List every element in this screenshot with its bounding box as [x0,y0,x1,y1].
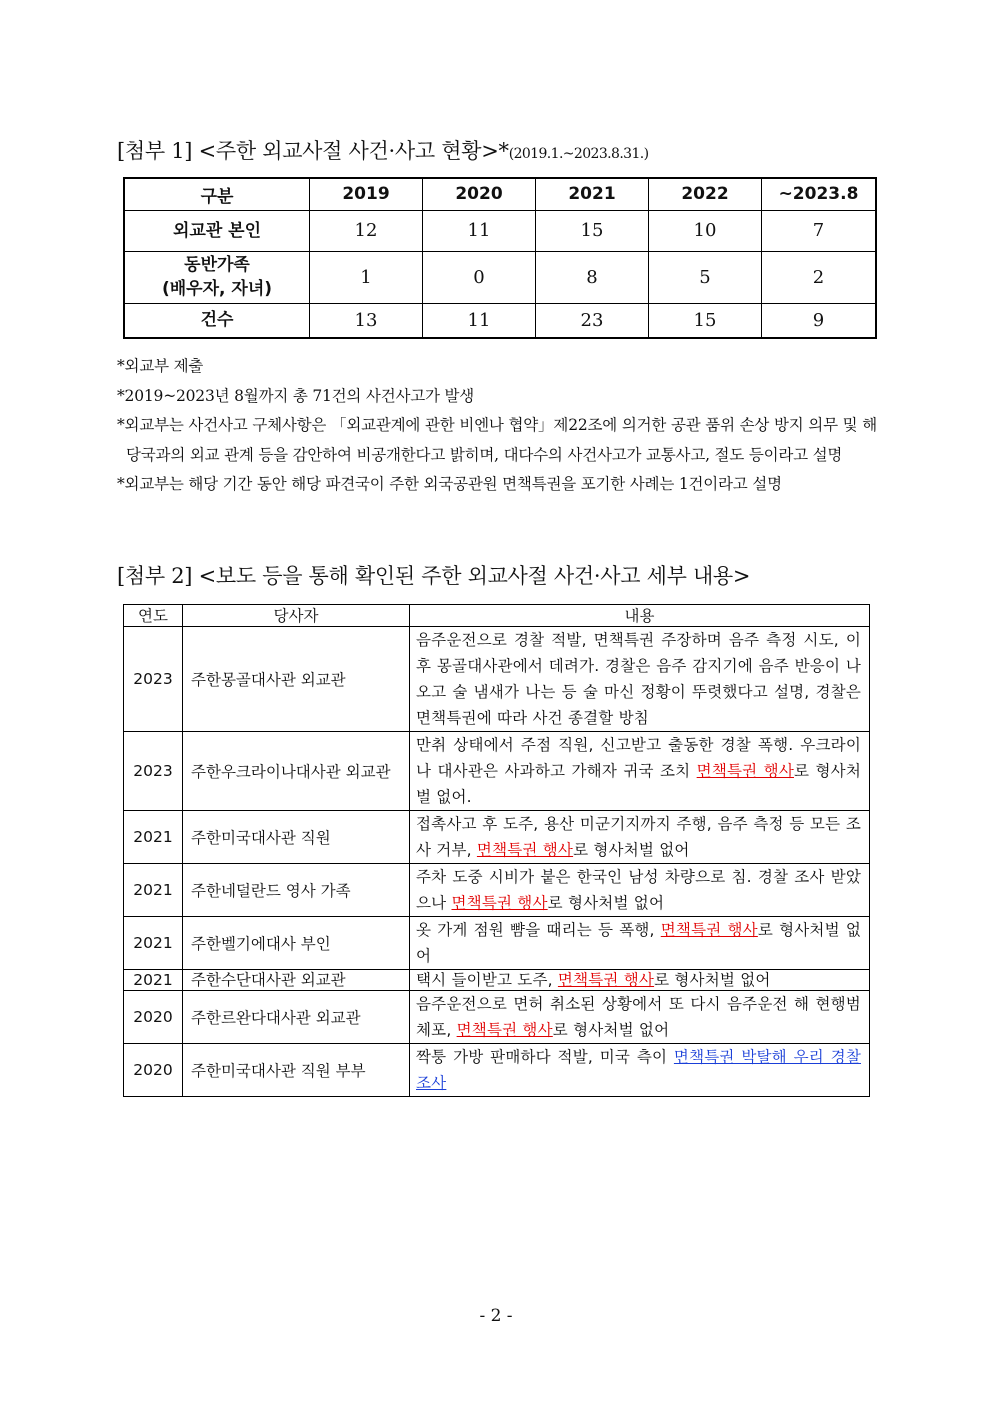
col-header: 2019 [310,178,423,210]
table-row [124,1044,870,1097]
cell: 11 [423,303,536,338]
table-row [124,864,870,917]
cell: 13 [310,303,423,338]
cell: 8 [536,251,649,303]
content-cell: 음주운전으로 면허 취소된 상황에서 또 다시 음주운전 해 현행범 체포, 면책특권 행사로 형사처벌 없어 [410,991,870,1044]
table-row [124,210,876,251]
immunity-highlight: 면책특권 행사 [696,762,794,780]
content-cell: 만취 상태에서 주점 직원, 신고받고 출동한 경찰 폭행. 우크라이나 대사관은 사과하고 가해자 귀국 조치 면책특권 행사로 형사처벌 없어. [410,732,870,811]
col-header: 내용 [410,605,870,627]
footnote: *외교부 제출 [117,357,204,375]
cell: 11 [423,210,536,251]
immunity-highlight: 면책특권 행사 [476,841,574,859]
row-label: 건수 [124,303,310,338]
year-cell: 2023 [124,732,183,811]
party-cell: 주한미국대사관 직원 부부 [183,1044,410,1097]
table-row [124,732,870,811]
col-header: 2021 [536,178,649,210]
table-row [124,811,870,864]
table-row [124,991,870,1044]
immunity-waived-highlight: 면책특권 박탈해 우리 경찰 조사 [416,1048,861,1092]
immunity-highlight: 면책특권 행사 [557,971,655,989]
cell: 15 [649,303,762,338]
incident-detail-table [123,604,870,1097]
year-cell: 2020 [124,1044,183,1097]
year-cell: 2020 [124,991,183,1044]
content-cell: 옷 가게 점원 뺨을 때리는 등 폭행, 면책특권 행사로 형사처벌 없어 [410,917,870,970]
cell: 23 [536,303,649,338]
attachment1-period: (2019.1.~2023.8.31.) [508,146,649,162]
table-header-row [124,178,876,210]
col-header: ~2023.8 [762,178,877,210]
col-header: 구분 [124,178,310,210]
row-label: 외교관 본인 [124,210,310,251]
table-row [124,917,870,970]
content-cell: 택시 들이받고 도주, 면책특권 행사로 형사처벌 없어 [410,970,870,991]
footnote: *외교부는 해당 기간 동안 해당 파견국이 주한 외국공관원 면책특권을 포기한 사례는 1건이라고 설명 [117,475,782,493]
page-number: - 2 - [479,1306,513,1326]
immunity-highlight: 면책특권 행사 [456,1021,553,1039]
party-cell: 주한르완다대사관 외교관 [183,991,410,1044]
content-cell: 음주운전으로 경찰 적발, 면책특권 주장하며 음주 측정 시도, 이후 몽골대사관에서 데려가. 경찰은 음주 감지기에 음주 반응이 나오고 술 냄새가 나는 등 술 마신 정황이 뚜렷했다고 설명, 경찰은 면책특권에 따라 사건 종결할 방침 [410,627,870,732]
year-cell: 2021 [124,811,183,864]
year-cell: 2021 [124,864,183,917]
party-cell: 주한미국대사관 직원 [183,811,410,864]
cell: 15 [536,210,649,251]
attachment1-heading: [첨부 1] <주한 외교사절 사건·사고 현황>*(2019.1.~2023.8.31.) [117,139,649,163]
footnotes [117,352,877,500]
cell: 2 [762,251,877,303]
content-cell: 짝퉁 가방 판매하다 적발, 미국 측이 면책특권 박탈해 우리 경찰 조사 [410,1044,870,1097]
content-cell: 주차 도중 시비가 붙은 한국인 남성 차량으로 침. 경찰 조사 받았으나 면책특권 행사로 형사처벌 없어 [410,864,870,917]
party-cell: 주한수단대사관 외교관 [183,970,410,991]
party-cell: 주한네덜란드 영사 가족 [183,864,410,917]
attachment2-heading: [첨부 2] <보도 등을 통해 확인된 주한 외교사절 사건·사고 세부 내용> [117,564,751,588]
col-header: 2022 [649,178,762,210]
col-header: 당사자 [183,605,410,627]
row-label: 동반가족 (배우자, 자녀) [124,251,310,303]
party-cell: 주한우크라이나대사관 외교관 [183,732,410,811]
table-row [124,303,876,338]
cell: 1 [310,251,423,303]
year-cell: 2021 [124,917,183,970]
footnote: *외교부는 사건사고 구체사항은 「외교관계에 관한 비엔나 협약」제22조에 의거한 공관 품위 손상 방지 의무 및 해당국과의 외교 관계 등을 감안하여 비공개한다고 밝히며, 대다수의 사건사고가 교통사고, 절도 등이라고 설명 [117,416,877,464]
col-header: 2020 [423,178,536,210]
immunity-highlight: 면책특권 행사 [660,921,758,939]
cell: 0 [423,251,536,303]
cell: 9 [762,303,877,338]
party-cell: 주한몽골대사관 외교관 [183,627,410,732]
cell: 5 [649,251,762,303]
incident-count-table [123,177,877,339]
year-cell: 2023 [124,627,183,732]
col-header: 연도 [124,605,183,627]
immunity-highlight: 면책특권 행사 [451,894,548,912]
table-row [124,627,870,732]
cell: 10 [649,210,762,251]
content-cell: 접촉사고 후 도주, 용산 미군기지까지 주행, 음주 측정 등 모든 조사 거부, 면책특권 행사로 형사처벌 없어 [410,811,870,864]
table-row [124,251,876,303]
table-header-row [124,605,870,627]
cell: 7 [762,210,877,251]
table-row [124,970,870,991]
cell: 12 [310,210,423,251]
party-cell: 주한벨기에대사 부인 [183,917,410,970]
year-cell: 2021 [124,970,183,991]
footnote: *2019~2023년 8월까지 총 71건의 사건사고가 발생 [117,386,475,405]
